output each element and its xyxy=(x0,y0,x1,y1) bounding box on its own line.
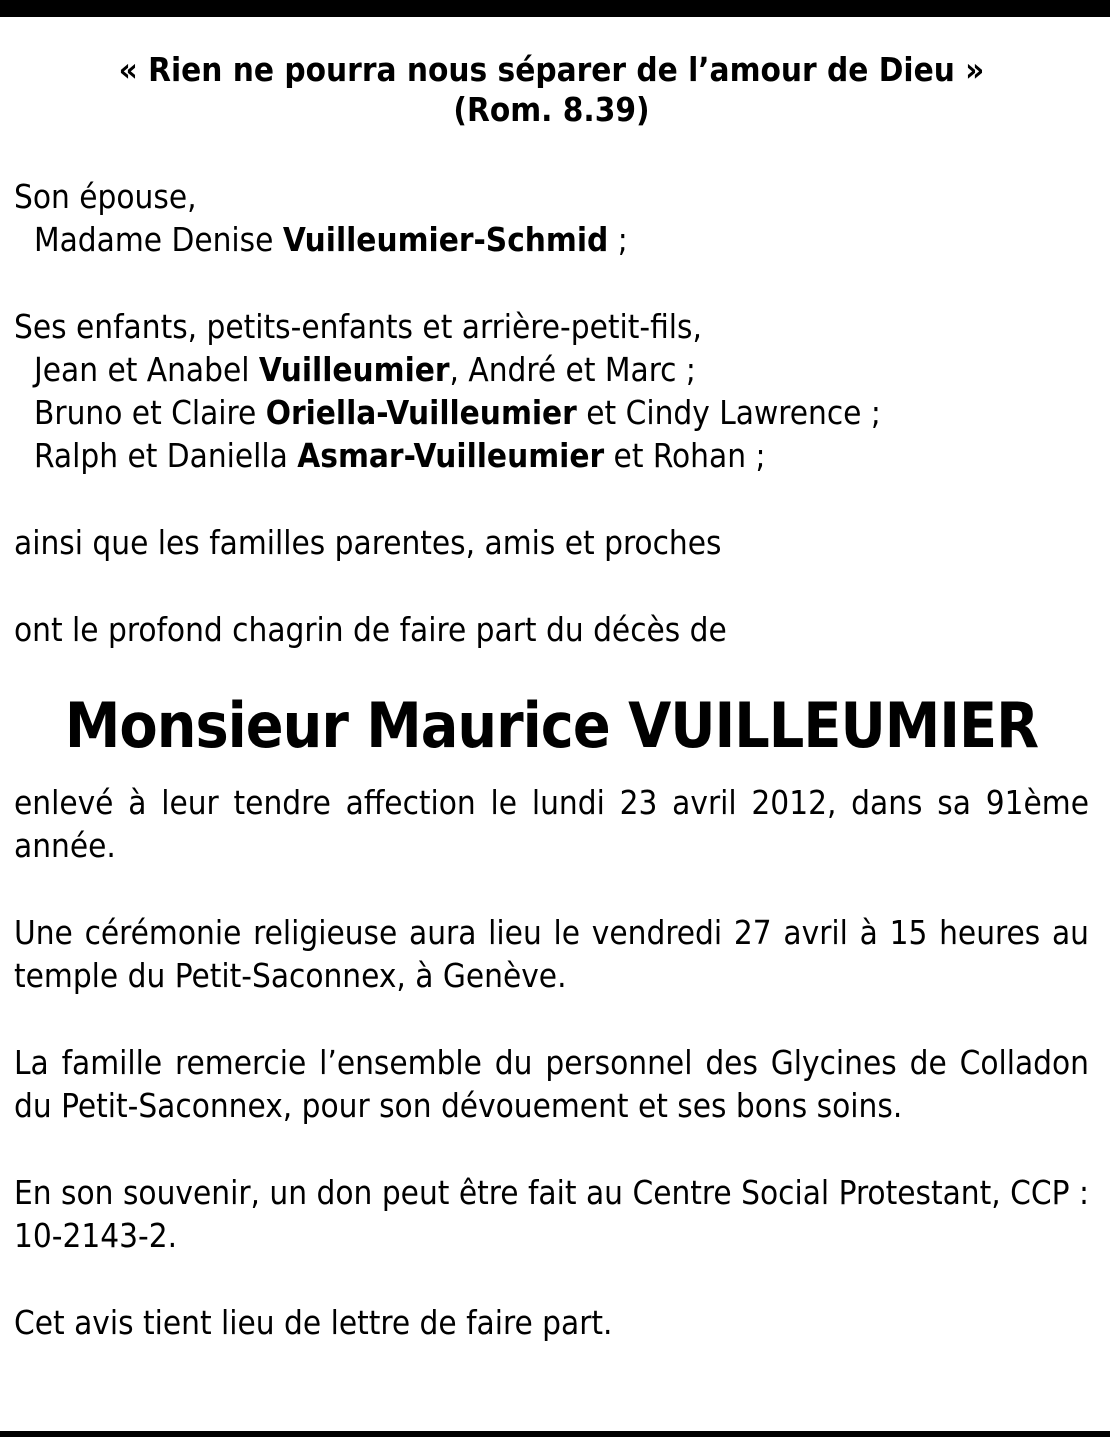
deceased-name: Monsieur Maurice VUILLEUMIER xyxy=(64,689,1039,762)
child-line-suffix: et Rohan ; xyxy=(604,436,766,475)
announcement-line xyxy=(14,608,1089,651)
child-line-prefix: Ralph et Daniella xyxy=(34,436,298,475)
families-text: ainsi que les familles parentes, amis et proches xyxy=(14,523,722,562)
children-block xyxy=(14,305,1089,477)
child-line-prefix: Bruno et Claire xyxy=(34,393,266,432)
child-line-suffix: et Cindy Lawrence ; xyxy=(576,393,881,432)
quote-text: « Rien ne pourra nous séparer de l’amour de Dieu » xyxy=(118,50,985,89)
child-line-prefix: Jean et Anabel xyxy=(34,350,259,389)
paragraph-passing: enlevé à leur tendre affection le lundi 23 avril 2012, dans sa 91ème année. xyxy=(14,783,1089,865)
bible-quote xyxy=(14,50,1089,130)
spouse-intro: Son épouse, xyxy=(14,177,197,216)
child-line xyxy=(14,391,1089,434)
child-line xyxy=(14,348,1089,391)
bottom-border-rule xyxy=(0,1431,1110,1437)
top-border-rule xyxy=(0,0,1110,17)
spouse-surname: Vuilleumier-Schmid xyxy=(282,220,609,259)
child-line-surname: Vuilleumier xyxy=(258,350,450,389)
paragraph-ceremony: Une cérémonie religieuse aura lieu le vendredi 27 avril à 15 heures au temple du Petit-Saconnex, à Genève. xyxy=(14,913,1089,995)
child-line-suffix: , André et Marc ; xyxy=(449,350,696,389)
paragraph-notice: Cet avis tient lieu de lettre de faire part. xyxy=(14,1303,613,1342)
paragraph-thanks: La famille remercie l’ensemble du personnel des Glycines de Colladon du Petit-Saconnex, pour son dévouement et ses bons soins. xyxy=(14,1043,1089,1125)
paragraph-donation: En son souvenir, un don peut être fait au Centre Social Protestant, CCP : 10-2143-2. xyxy=(14,1173,1089,1255)
child-line-surname: Oriella-Vuilleumier xyxy=(265,393,577,432)
spouse-block xyxy=(14,175,1089,261)
child-line-surname: Asmar-Vuilleumier xyxy=(297,436,605,475)
spouse-name-line xyxy=(14,218,1089,261)
families-line xyxy=(14,521,1089,564)
children-intro: Ses enfants, petits-enfants et arrière-petit-fils, xyxy=(14,307,702,346)
spouse-name-prefix: Madame Denise xyxy=(34,220,283,259)
obituary-notice xyxy=(14,50,1089,1344)
spouse-name-suffix: ; xyxy=(608,220,628,259)
quote-reference: (Rom. 8.39) xyxy=(453,90,650,129)
child-line xyxy=(14,434,1089,477)
announcement-text: ont le profond chagrin de faire part du décès de xyxy=(14,610,727,649)
